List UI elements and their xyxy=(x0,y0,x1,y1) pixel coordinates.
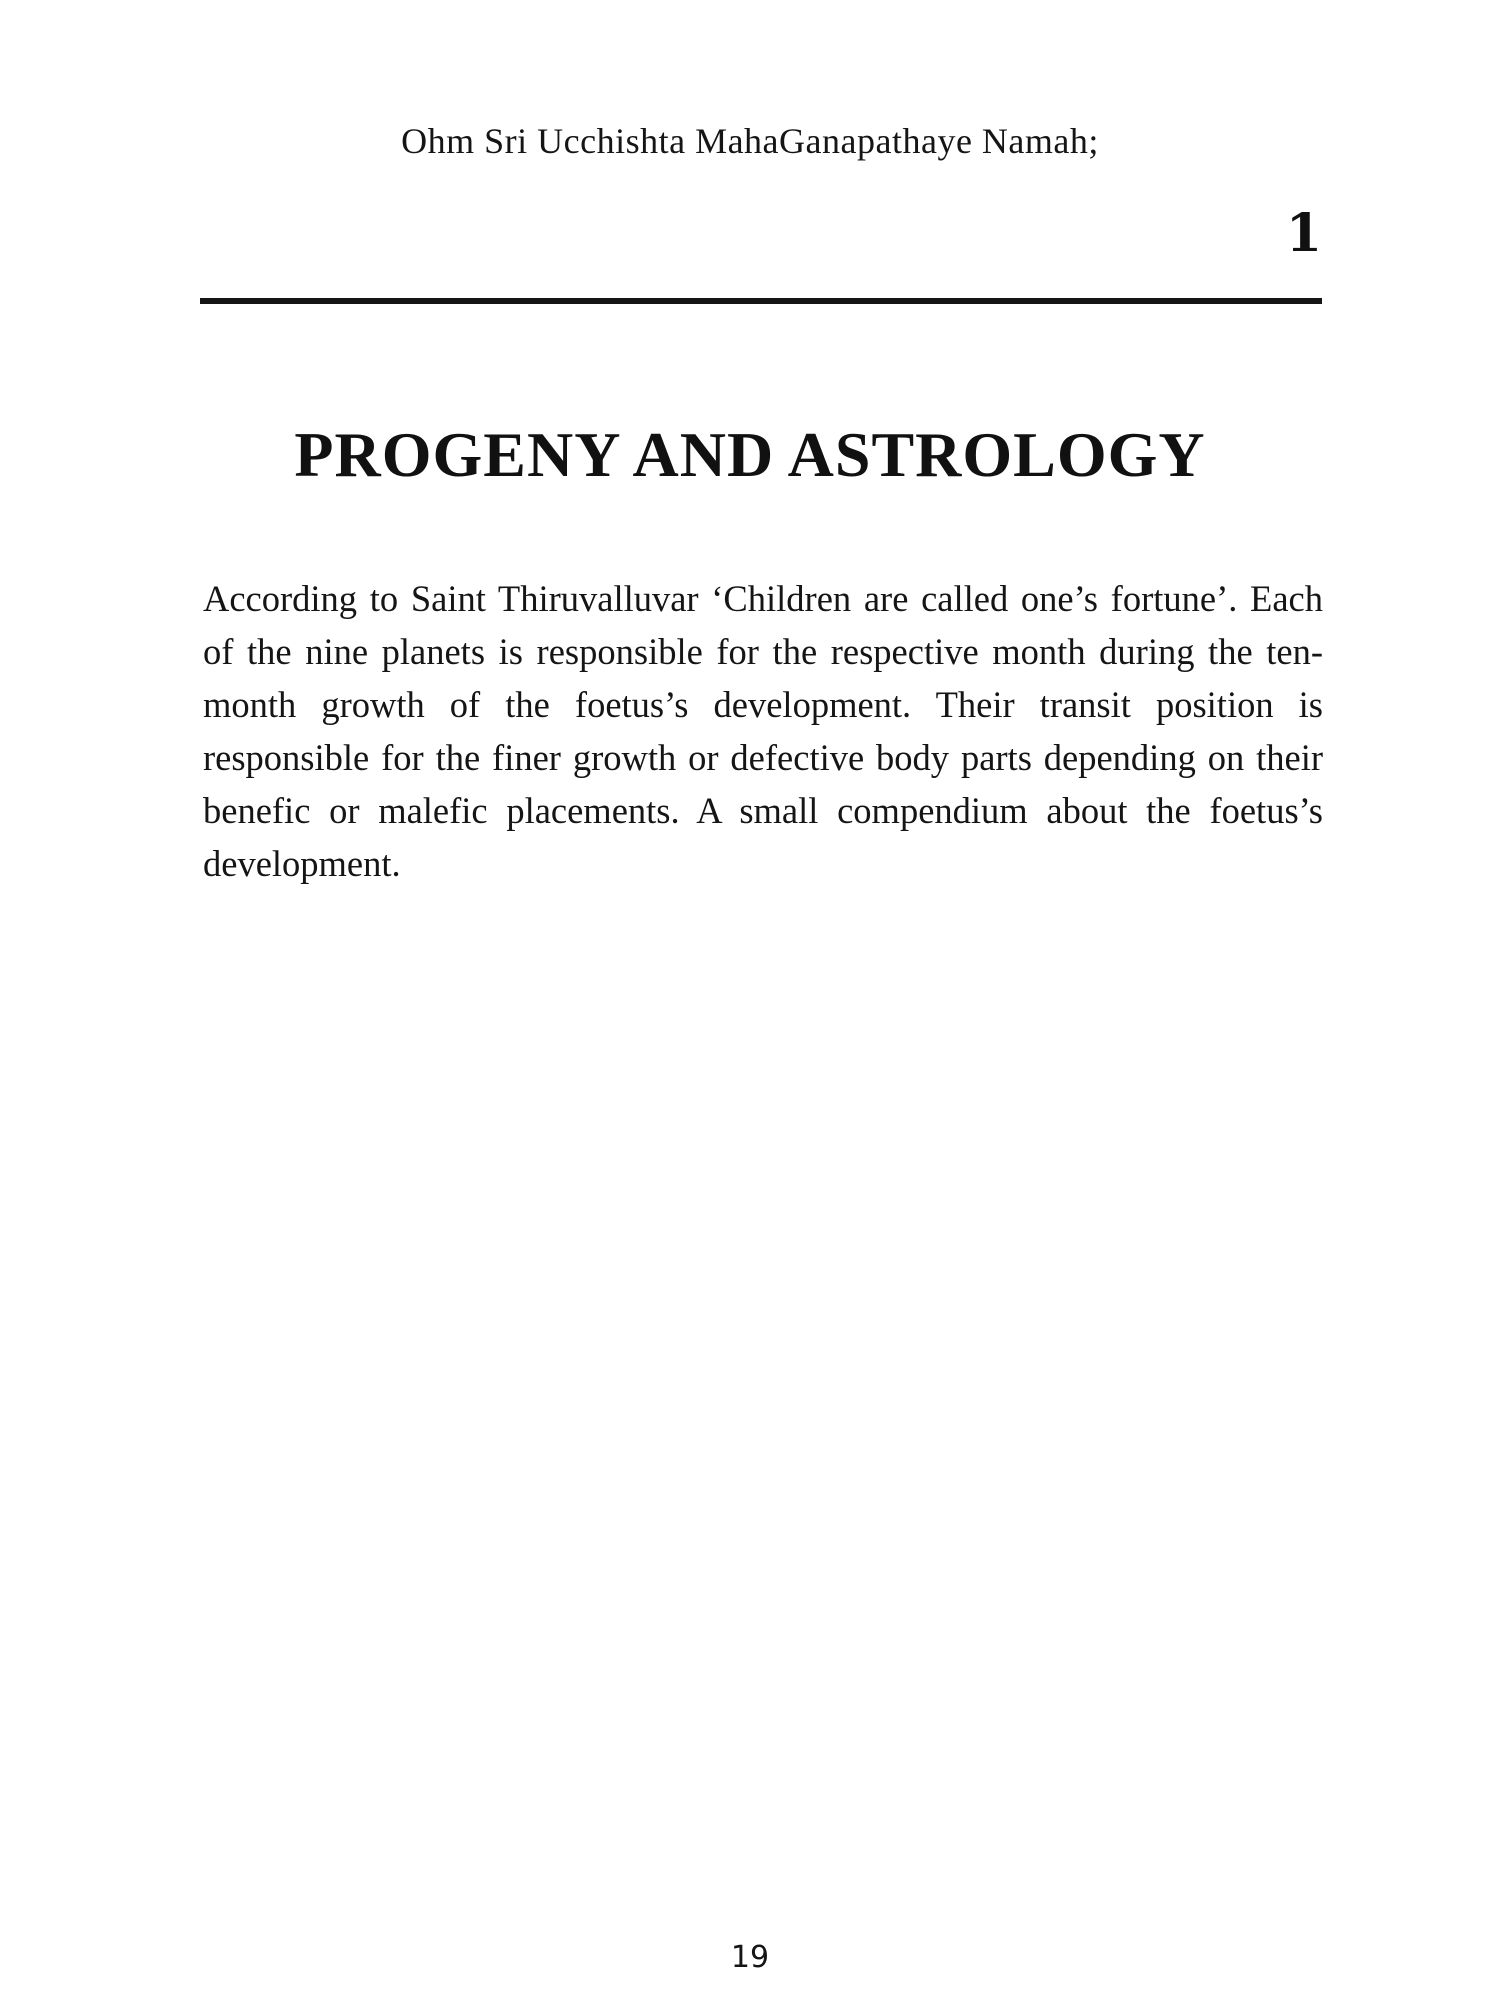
page-header-invocation: Ohm Sri Ucchishta MahaGanapathaye Namah; xyxy=(401,121,1099,161)
chapter-title: PROGENY AND ASTROLOGY xyxy=(294,418,1206,490)
chapter-divider-rule xyxy=(200,298,1322,304)
body-paragraph: According to Saint Thiruvalluvar ‘Children are called one’s fortune’. Each of the nine planets is responsible for the respective month during the ten-month growth of the foetus’s development. Their transit position is responsible for the finer growth or defective body parts depending on their benefic or malefic placements. A small compendium about the foetus’s development. xyxy=(203,578,1323,884)
chapter-number: 1 xyxy=(1285,203,1322,264)
page-number: 19 xyxy=(730,1940,770,1975)
